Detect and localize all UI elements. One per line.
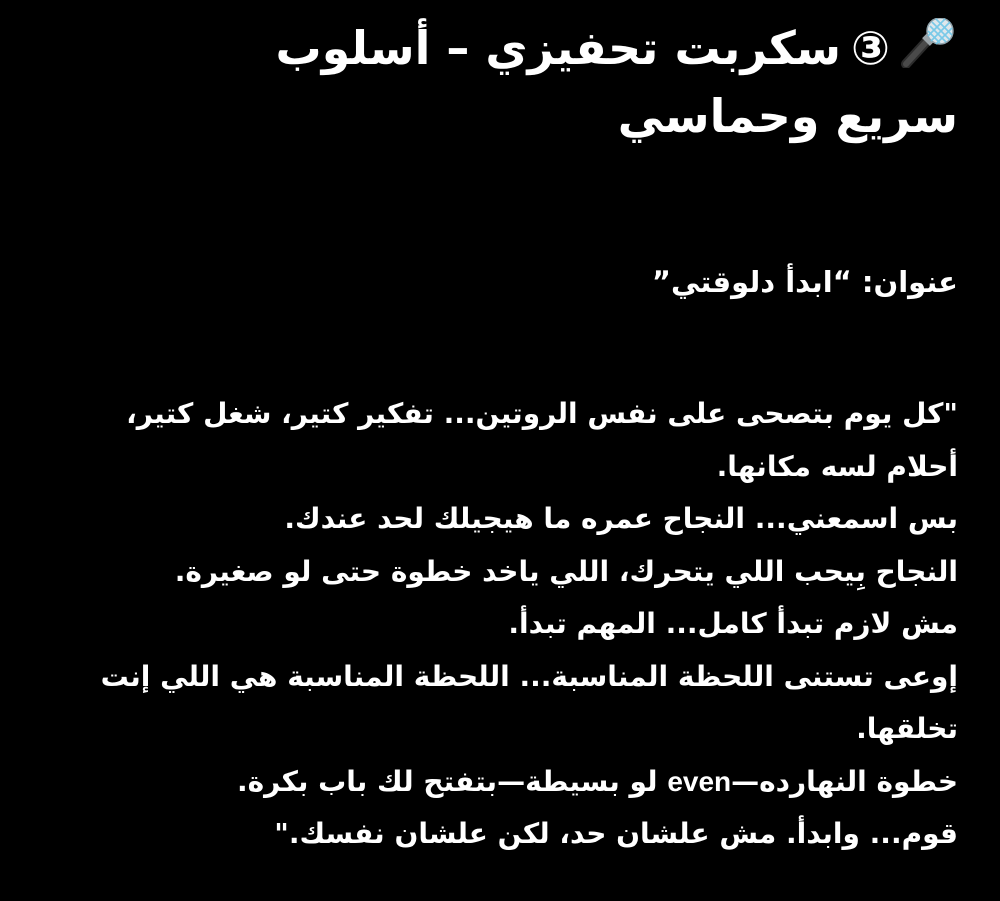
microphone-icon	[898, 18, 958, 68]
script-line: مش لازم تبدأ كامل... المهم تبدأ.	[508, 607, 958, 640]
script-line: قوم... وابدأ. مش علشان حد، لكن علشان نفسك."	[274, 817, 958, 850]
script-line-mixed	[40, 756, 958, 809]
title-line-1: سكربت تحفيزي – أسلوب	[275, 21, 842, 75]
script-line: "كل يوم بتصحى على نفس الروتين... تفكير كتير، شغل كتير،	[126, 397, 958, 430]
english-word: even	[667, 765, 732, 797]
script-line-part: خطوة النهارده—	[731, 764, 958, 798]
document-page	[40, 14, 958, 850]
script-line: بس اسمعني... النجاح عمره ما هيجيلك لحد عندك.	[284, 502, 958, 535]
script-line: النجاح بِيحب اللي يتحرك، اللي ياخد خطوة حتى لو صغيرة.	[174, 554, 958, 588]
script-line: أحلام لسه مكانها.	[716, 449, 958, 483]
page-title	[40, 14, 958, 150]
script-line-part: لو بسيطة—بتفتح لك باب بكرة.	[236, 764, 668, 798]
script-subtitle: عنوان: “ابدأ دلوقتي”	[651, 265, 958, 299]
title-line-2: سريع وحماسي	[617, 89, 958, 143]
script-body	[40, 388, 958, 861]
script-line: تخلقها.	[856, 712, 958, 745]
script-line: إوعى تستنى اللحظة المناسبة... اللحظة المناسبة هي اللي إنت	[100, 659, 958, 693]
step-number: ③	[851, 21, 890, 75]
